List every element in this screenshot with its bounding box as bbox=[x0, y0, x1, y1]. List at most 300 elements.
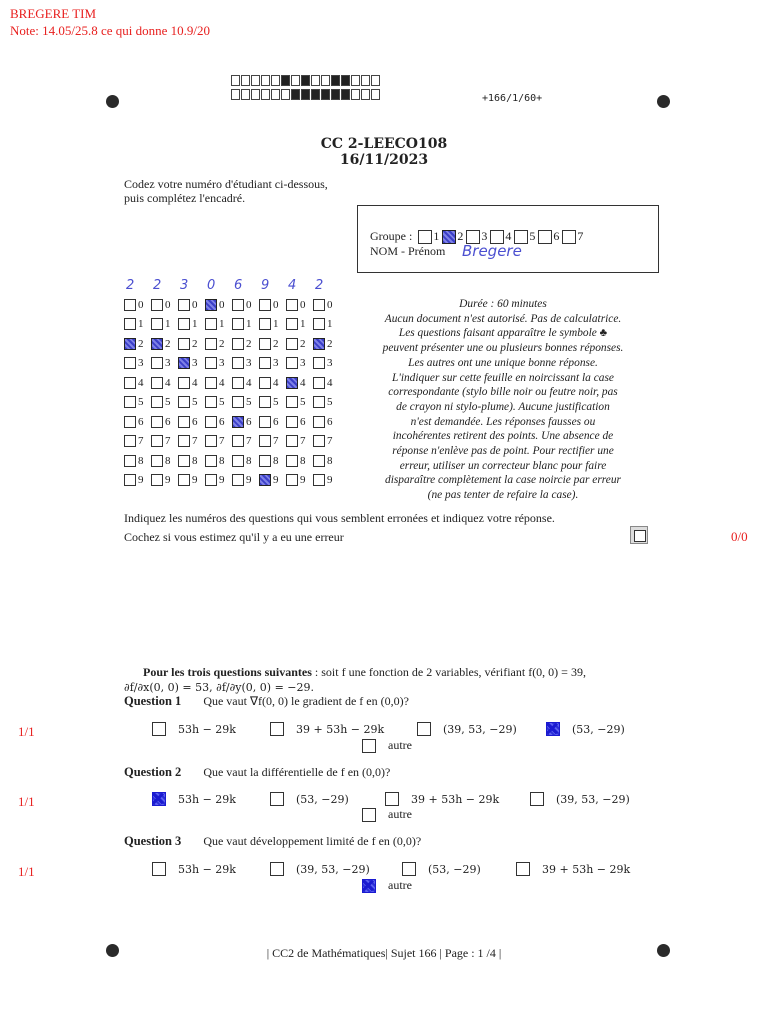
digit-label: 8 bbox=[327, 454, 333, 467]
digit-cell bbox=[232, 435, 259, 447]
digit-cell bbox=[259, 435, 286, 447]
digit-label: 8 bbox=[273, 454, 279, 467]
answer-label: 39 + 53h − 29k bbox=[542, 862, 631, 876]
digit-checkbox[interactable] bbox=[232, 357, 244, 369]
exam-title: CC 2-LEECO108 bbox=[320, 136, 448, 152]
answer-option[interactable] bbox=[385, 792, 499, 806]
digit-cell bbox=[286, 377, 313, 389]
digit-checkbox[interactable] bbox=[205, 357, 217, 369]
digit-checkbox[interactable] bbox=[151, 357, 163, 369]
digit-cell bbox=[124, 299, 151, 311]
digit-cell bbox=[205, 435, 232, 447]
intro-line: puis complétez l'encadré. bbox=[124, 191, 246, 205]
digit-label: 0 bbox=[300, 298, 306, 311]
digit-label: 5 bbox=[165, 396, 171, 409]
digit-cell bbox=[151, 377, 178, 389]
question-text: Que vaut développement limité de f en (0,0)? bbox=[203, 834, 422, 848]
group-checkbox-6[interactable] bbox=[538, 230, 552, 244]
digit-label: 2 bbox=[246, 337, 252, 350]
answer-checkbox[interactable] bbox=[152, 862, 166, 876]
question-2-header bbox=[124, 765, 390, 780]
digit-cell bbox=[151, 396, 178, 408]
digit-label: 9 bbox=[300, 474, 306, 487]
digit-checkbox[interactable] bbox=[205, 455, 217, 467]
answer-label: (53, −29) bbox=[572, 722, 625, 736]
answer-label: (39, 53, −29) bbox=[556, 792, 630, 806]
digit-checkbox[interactable] bbox=[232, 377, 244, 389]
answer-checkbox[interactable] bbox=[530, 792, 544, 806]
digit-checkbox[interactable] bbox=[124, 435, 136, 447]
digit-checkbox[interactable] bbox=[313, 318, 325, 330]
digit-cell bbox=[313, 299, 340, 311]
digit-checkbox[interactable] bbox=[313, 455, 325, 467]
digit-label: 4 bbox=[138, 376, 144, 389]
digit-cell bbox=[259, 318, 286, 330]
digit-cell bbox=[286, 435, 313, 447]
digit-cell bbox=[232, 338, 259, 350]
digit-checkbox[interactable] bbox=[151, 377, 163, 389]
digit-checkbox[interactable] bbox=[178, 318, 190, 330]
answer-option[interactable] bbox=[546, 722, 625, 736]
digit-checkbox[interactable] bbox=[124, 318, 136, 330]
digit-label: 6 bbox=[327, 415, 333, 428]
question-3-header bbox=[124, 834, 421, 849]
digit-cell bbox=[232, 396, 259, 408]
digit-checkbox[interactable] bbox=[124, 377, 136, 389]
digit-checkbox[interactable] bbox=[232, 416, 244, 428]
digit-checkbox[interactable] bbox=[178, 474, 190, 486]
digit-checkbox[interactable] bbox=[259, 396, 271, 408]
digit-label: 5 bbox=[327, 396, 333, 409]
instructions-block bbox=[358, 297, 648, 503]
digit-checkbox[interactable] bbox=[205, 435, 217, 447]
digit-label: 2 bbox=[138, 337, 144, 350]
question-1-header bbox=[124, 694, 409, 709]
digit-cell bbox=[313, 377, 340, 389]
digit-cell bbox=[205, 474, 232, 486]
answer-label: 53h − 29k bbox=[178, 792, 236, 806]
answer-checkbox[interactable] bbox=[362, 739, 376, 753]
digit-checkbox[interactable] bbox=[124, 338, 136, 350]
answer-option[interactable] bbox=[270, 722, 384, 736]
digit-checkbox[interactable] bbox=[286, 338, 298, 350]
digit-cell bbox=[124, 338, 151, 350]
digit-checkbox[interactable] bbox=[286, 377, 298, 389]
digit-label: 9 bbox=[246, 474, 252, 487]
handwritten-digit: 6 bbox=[234, 278, 243, 293]
instruction-line: Les autres ont une unique bonne réponse. bbox=[408, 356, 598, 369]
digit-label: 4 bbox=[273, 376, 279, 389]
score-summary: Note: 14.05/25.8 ce qui donne 10.9/20 bbox=[10, 23, 211, 38]
answer-checkbox[interactable] bbox=[516, 862, 530, 876]
digit-cell bbox=[205, 338, 232, 350]
digit-checkbox[interactable] bbox=[124, 455, 136, 467]
digit-checkbox[interactable] bbox=[286, 435, 298, 447]
digit-label: 2 bbox=[192, 337, 198, 350]
question-score: 1/1 bbox=[18, 794, 35, 809]
digit-checkbox[interactable] bbox=[205, 299, 217, 311]
digit-label: 0 bbox=[273, 298, 279, 311]
digit-cell bbox=[205, 455, 232, 467]
digit-label: 1 bbox=[327, 318, 333, 331]
digit-label: 6 bbox=[192, 415, 198, 428]
answer-checkbox[interactable] bbox=[546, 722, 560, 736]
digit-checkbox[interactable] bbox=[313, 357, 325, 369]
answer-checkbox[interactable] bbox=[402, 862, 416, 876]
digit-checkbox[interactable] bbox=[259, 299, 271, 311]
instruction-line: de crayon ni stylo-plume). Aucune justification bbox=[396, 400, 610, 413]
digit-cell bbox=[313, 474, 340, 486]
digit-label: 8 bbox=[219, 454, 225, 467]
digit-label: 4 bbox=[300, 376, 306, 389]
digit-cell bbox=[205, 377, 232, 389]
digit-checkbox[interactable] bbox=[151, 474, 163, 486]
digit-label: 3 bbox=[327, 357, 333, 370]
digit-label: 0 bbox=[138, 298, 144, 311]
digit-label: 7 bbox=[219, 435, 225, 448]
digit-label: 3 bbox=[246, 357, 252, 370]
digit-cell bbox=[313, 396, 340, 408]
digit-checkbox[interactable] bbox=[178, 435, 190, 447]
group-checkbox-7[interactable] bbox=[562, 230, 576, 244]
answer-label: (39, 53, −29) bbox=[296, 862, 370, 876]
group-number: 1 bbox=[433, 229, 440, 243]
group-checkbox-2[interactable] bbox=[442, 230, 456, 244]
digit-row-3 bbox=[124, 354, 340, 374]
answer-label: (53, −29) bbox=[296, 792, 349, 806]
instruction-line: peuvent présenter une ou plusieurs bonnes réponses. bbox=[382, 342, 624, 355]
answer-option[interactable] bbox=[270, 862, 370, 876]
digit-label: 2 bbox=[300, 337, 306, 350]
digit-cell bbox=[178, 299, 205, 311]
answer-checkbox[interactable] bbox=[362, 808, 376, 822]
digit-checkbox[interactable] bbox=[313, 338, 325, 350]
answer-option[interactable] bbox=[362, 738, 412, 753]
digit-checkbox[interactable] bbox=[124, 474, 136, 486]
digit-label: 4 bbox=[327, 376, 333, 389]
digit-cell bbox=[259, 338, 286, 350]
digit-label: 5 bbox=[192, 396, 198, 409]
digit-cell bbox=[259, 474, 286, 486]
answer-checkbox[interactable] bbox=[417, 722, 431, 736]
page-code: +166/1/60+ bbox=[482, 93, 543, 104]
digit-checkbox[interactable] bbox=[232, 299, 244, 311]
page-barcode-top bbox=[231, 75, 381, 86]
registration-mark bbox=[657, 95, 670, 108]
answer-option[interactable] bbox=[362, 807, 412, 822]
answer-option[interactable] bbox=[402, 862, 481, 876]
digit-checkbox[interactable] bbox=[259, 357, 271, 369]
instruction-line: incohérentes retirent des points. Une absence de bbox=[392, 430, 614, 443]
digit-checkbox[interactable] bbox=[232, 396, 244, 408]
digit-cell bbox=[286, 396, 313, 408]
handwritten-digit: 4 bbox=[288, 278, 297, 293]
digit-cell bbox=[151, 299, 178, 311]
digit-cell bbox=[178, 474, 205, 486]
digit-cell bbox=[205, 357, 232, 369]
handwritten-digit: 2 bbox=[315, 278, 324, 293]
instruction-line: Les questions faisant apparaître le symbole ♣ bbox=[398, 327, 608, 340]
handwritten-digit: 0 bbox=[207, 278, 216, 293]
digit-cell bbox=[286, 299, 313, 311]
answer-label: 53h − 29k bbox=[178, 862, 236, 876]
digit-label: 6 bbox=[165, 415, 171, 428]
digit-cell bbox=[151, 318, 178, 330]
registration-mark bbox=[106, 95, 119, 108]
digit-label: 2 bbox=[165, 337, 171, 350]
digit-checkbox[interactable] bbox=[313, 435, 325, 447]
digit-checkbox[interactable] bbox=[313, 474, 325, 486]
digit-label: 7 bbox=[138, 435, 144, 448]
digit-label: 1 bbox=[300, 318, 306, 331]
digit-label: 3 bbox=[273, 357, 279, 370]
answer-checkbox[interactable] bbox=[270, 792, 284, 806]
error-checkbox-label: Cochez si vous estimez qu'il y a eu une erreur bbox=[124, 530, 344, 544]
digit-checkbox[interactable] bbox=[178, 299, 190, 311]
answer-label: 39 + 53h − 29k bbox=[411, 792, 500, 806]
digit-label: 0 bbox=[165, 298, 171, 311]
digit-checkbox[interactable] bbox=[286, 455, 298, 467]
digit-cell bbox=[232, 455, 259, 467]
answer-checkbox[interactable] bbox=[385, 792, 399, 806]
group-number: 6 bbox=[553, 229, 560, 243]
digit-cell bbox=[124, 377, 151, 389]
instruction-line: réponse n'enlève pas de point. Pour rectifier une bbox=[392, 445, 614, 458]
instruction-line: erreur, utiliser un correcteur blanc pour faire bbox=[399, 459, 607, 472]
instruction-line: correspondante (stylo bille noir ou feutre noir, pas bbox=[388, 386, 618, 399]
digit-label: 3 bbox=[138, 357, 144, 370]
identity-box bbox=[357, 205, 659, 273]
digit-label: 7 bbox=[165, 435, 171, 448]
digit-label: 8 bbox=[192, 454, 198, 467]
answer-option[interactable] bbox=[152, 722, 236, 736]
digit-checkbox[interactable] bbox=[205, 338, 217, 350]
digit-label: 4 bbox=[192, 376, 198, 389]
digit-checkbox[interactable] bbox=[286, 416, 298, 428]
digit-checkbox[interactable] bbox=[151, 338, 163, 350]
digit-cell bbox=[205, 416, 232, 428]
group-checkbox-1[interactable] bbox=[418, 230, 432, 244]
digit-row-5 bbox=[124, 393, 340, 413]
answer-checkbox[interactable] bbox=[362, 879, 376, 893]
digit-checkbox[interactable] bbox=[205, 318, 217, 330]
digit-cell bbox=[178, 377, 205, 389]
question-label: Question 2 bbox=[124, 765, 182, 779]
digit-checkbox[interactable] bbox=[286, 357, 298, 369]
digit-cell bbox=[286, 474, 313, 486]
answer-option[interactable] bbox=[530, 792, 630, 806]
digit-checkbox[interactable] bbox=[178, 338, 190, 350]
digit-label: 5 bbox=[300, 396, 306, 409]
digit-checkbox[interactable] bbox=[178, 357, 190, 369]
digit-checkbox[interactable] bbox=[313, 299, 325, 311]
digit-label: 7 bbox=[327, 435, 333, 448]
digit-label: 7 bbox=[246, 435, 252, 448]
digit-cell bbox=[232, 377, 259, 389]
digit-cell bbox=[178, 357, 205, 369]
digit-label: 8 bbox=[300, 454, 306, 467]
digit-row-8 bbox=[124, 451, 340, 471]
digit-checkbox[interactable] bbox=[286, 396, 298, 408]
student-name: BREGERE TIM bbox=[10, 6, 97, 21]
digit-checkbox[interactable] bbox=[259, 377, 271, 389]
digit-checkbox[interactable] bbox=[151, 318, 163, 330]
digit-checkbox[interactable] bbox=[151, 396, 163, 408]
digit-label: 5 bbox=[138, 396, 144, 409]
digit-label: 6 bbox=[300, 415, 306, 428]
digit-cell bbox=[151, 416, 178, 428]
digit-label: 6 bbox=[273, 415, 279, 428]
answer-checkbox[interactable] bbox=[152, 722, 166, 736]
digit-label: 5 bbox=[273, 396, 279, 409]
answer-option[interactable] bbox=[516, 862, 630, 876]
digit-checkbox[interactable] bbox=[205, 377, 217, 389]
digit-label: 9 bbox=[165, 474, 171, 487]
digit-cell bbox=[205, 396, 232, 408]
answer-label: (39, 53, −29) bbox=[443, 722, 517, 736]
student-id-grid bbox=[124, 295, 340, 490]
answer-label: 53h − 29k bbox=[178, 722, 236, 736]
digit-checkbox[interactable] bbox=[286, 474, 298, 486]
error-score: 0/0 bbox=[731, 529, 748, 544]
digit-label: 1 bbox=[246, 318, 252, 331]
digit-label: 3 bbox=[219, 357, 225, 370]
digit-checkbox[interactable] bbox=[259, 416, 271, 428]
digit-checkbox[interactable] bbox=[232, 474, 244, 486]
digit-label: 8 bbox=[138, 454, 144, 467]
question-score: 1/1 bbox=[18, 864, 35, 879]
digit-checkbox[interactable] bbox=[151, 299, 163, 311]
digit-checkbox[interactable] bbox=[232, 318, 244, 330]
digit-label: 6 bbox=[219, 415, 225, 428]
preamble-text: : soit f une fonction de 2 variables, vérifiant f(0, 0) = 39, bbox=[311, 665, 586, 679]
digit-checkbox[interactable] bbox=[232, 455, 244, 467]
answer-option[interactable] bbox=[417, 722, 517, 736]
handwritten-digit: 3 bbox=[180, 278, 189, 293]
digit-label: 2 bbox=[219, 337, 225, 350]
error-checkbox[interactable] bbox=[630, 526, 648, 544]
instruction-line: disparaître complètement la case noircie par erreur bbox=[385, 474, 621, 487]
digit-checkbox[interactable] bbox=[232, 435, 244, 447]
group-number: 7 bbox=[577, 229, 584, 243]
digit-cell bbox=[313, 435, 340, 447]
digit-checkbox[interactable] bbox=[124, 299, 136, 311]
digit-checkbox[interactable] bbox=[313, 396, 325, 408]
digit-checkbox[interactable] bbox=[259, 338, 271, 350]
digit-checkbox[interactable] bbox=[124, 357, 136, 369]
digit-checkbox[interactable] bbox=[124, 396, 136, 408]
answer-checkbox[interactable] bbox=[152, 792, 166, 806]
answer-option[interactable] bbox=[362, 878, 412, 893]
digit-cell bbox=[124, 474, 151, 486]
intro-line: Codez votre numéro d'étudiant ci-dessous, bbox=[124, 177, 328, 191]
digit-checkbox[interactable] bbox=[259, 318, 271, 330]
digit-label: 7 bbox=[300, 435, 306, 448]
digit-cell bbox=[286, 318, 313, 330]
digit-checkbox[interactable] bbox=[232, 338, 244, 350]
answer-checkbox[interactable] bbox=[270, 862, 284, 876]
digit-label: 1 bbox=[273, 318, 279, 331]
digit-cell bbox=[259, 299, 286, 311]
digit-row-4 bbox=[124, 373, 340, 393]
digit-checkbox[interactable] bbox=[205, 474, 217, 486]
digit-row-7 bbox=[124, 432, 340, 452]
digit-checkbox[interactable] bbox=[259, 455, 271, 467]
digit-cell bbox=[286, 455, 313, 467]
digit-checkbox[interactable] bbox=[313, 416, 325, 428]
digit-cell bbox=[232, 357, 259, 369]
digit-label: 3 bbox=[165, 357, 171, 370]
digit-label: 8 bbox=[246, 454, 252, 467]
answer-label: 39 + 53h − 29k bbox=[296, 722, 385, 736]
digit-cell bbox=[259, 396, 286, 408]
digit-label: 2 bbox=[273, 337, 279, 350]
digit-checkbox[interactable] bbox=[259, 435, 271, 447]
exam-date: 16/11/2023 bbox=[339, 152, 429, 168]
name-label: NOM - Prénom bbox=[370, 244, 446, 258]
digit-label: 9 bbox=[192, 474, 198, 487]
digit-checkbox[interactable] bbox=[259, 474, 271, 486]
digit-cell bbox=[151, 474, 178, 486]
digit-checkbox[interactable] bbox=[178, 455, 190, 467]
digit-checkbox[interactable] bbox=[313, 377, 325, 389]
digit-label: 5 bbox=[246, 396, 252, 409]
answer-option[interactable] bbox=[270, 792, 349, 806]
answer-checkbox[interactable] bbox=[270, 722, 284, 736]
digit-checkbox[interactable] bbox=[286, 318, 298, 330]
digit-checkbox[interactable] bbox=[205, 416, 217, 428]
answer-option[interactable] bbox=[152, 862, 236, 876]
digit-label: 1 bbox=[138, 318, 144, 331]
digit-checkbox[interactable] bbox=[178, 377, 190, 389]
answer-option[interactable] bbox=[152, 792, 236, 806]
digit-label: 4 bbox=[165, 376, 171, 389]
digit-checkbox[interactable] bbox=[178, 416, 190, 428]
instruction-line: n'est demandée. Les réponses fausses ou bbox=[410, 415, 596, 428]
digit-cell bbox=[151, 357, 178, 369]
digit-cell bbox=[178, 435, 205, 447]
handwritten-name[interactable]: Bregere bbox=[462, 242, 522, 260]
digit-checkbox[interactable] bbox=[124, 416, 136, 428]
digit-row-9 bbox=[124, 471, 340, 491]
digit-label: 2 bbox=[327, 337, 333, 350]
digit-row-0 bbox=[124, 295, 340, 315]
digit-label: 6 bbox=[246, 415, 252, 428]
question-label: Question 1 bbox=[124, 694, 182, 708]
digit-cell bbox=[205, 299, 232, 311]
question-preamble bbox=[143, 665, 586, 680]
question-label: Question 3 bbox=[124, 834, 182, 848]
digit-label: 0 bbox=[192, 298, 198, 311]
digit-cell bbox=[124, 416, 151, 428]
digit-checkbox[interactable] bbox=[178, 396, 190, 408]
instruction-line: Aucun document n'est autorisé. Pas de calculatrice. bbox=[384, 312, 622, 325]
digit-cell bbox=[313, 455, 340, 467]
group-number: 3 bbox=[481, 229, 488, 243]
digit-checkbox[interactable] bbox=[205, 396, 217, 408]
digit-cell bbox=[151, 455, 178, 467]
digit-cell bbox=[178, 338, 205, 350]
error-instruction: Indiquez les numéros des questions qui vous semblent erronées et indiquez votre réponse. bbox=[124, 511, 555, 525]
digit-checkbox[interactable] bbox=[286, 299, 298, 311]
digit-label: 0 bbox=[246, 298, 252, 311]
answer-label: autre bbox=[388, 807, 412, 821]
digit-checkbox[interactable] bbox=[151, 435, 163, 447]
digit-label: 5 bbox=[219, 396, 225, 409]
digit-checkbox[interactable] bbox=[151, 455, 163, 467]
digit-checkbox[interactable] bbox=[151, 416, 163, 428]
page-footer: | CC2 de Mathématiques| Sujet 166 | Page : 1 /4 | bbox=[266, 946, 502, 960]
